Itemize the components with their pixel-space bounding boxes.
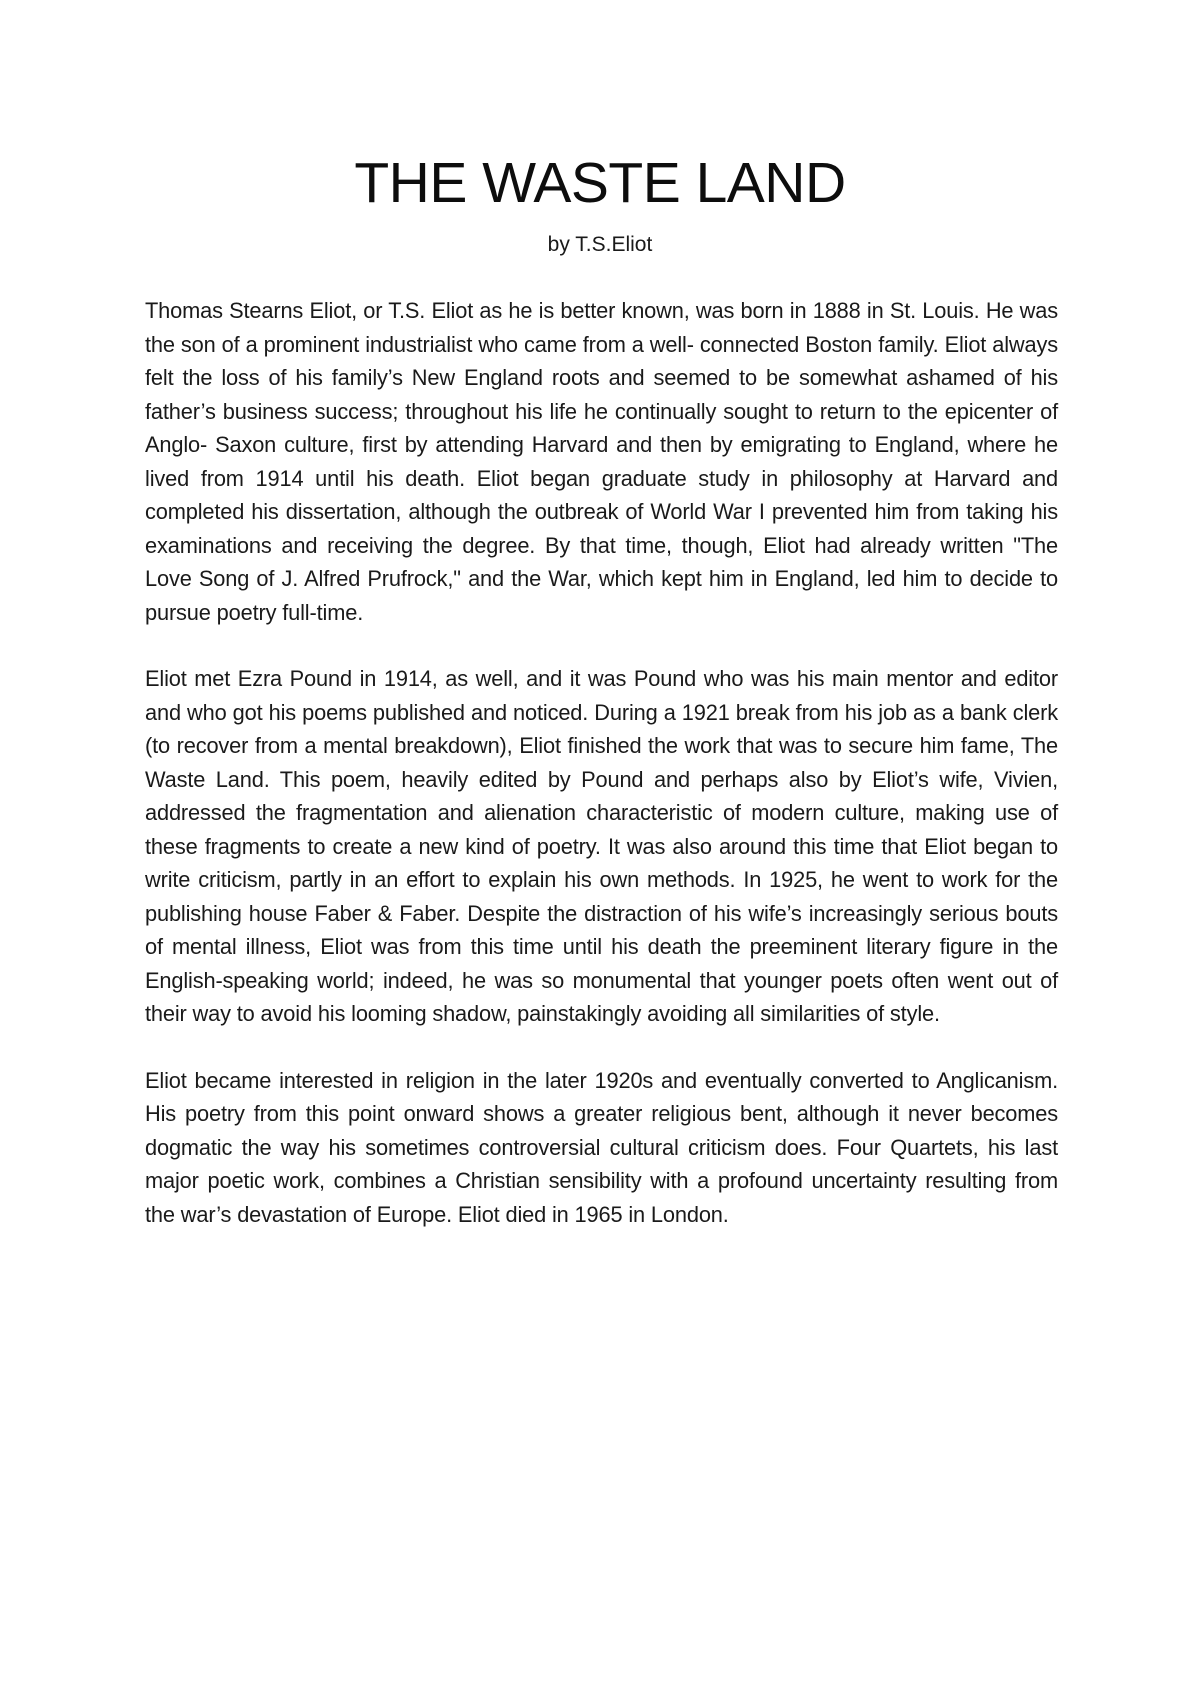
paragraph-biography: Thomas Stearns Eliot, or T.S. Eliot as he is better known, was born in 1888 in St. Louis. He was the son of a prominent industrialist who came from a well- connected Boston family. Eliot always felt the loss of his family’s New England roots and seemed to be somewhat ashamed of his father’s business success; throughout his life he continually sought to return to the epicenter of Anglo- Saxon culture, first by attending Harvard and then by emigrating to England, where he lived from 1914 until his death. Eliot began graduate study in philosophy at Harvard and completed his dissertation, although the outbreak of World War I prevented him from taking his examinations and receiving the degree. By that time, though, Eliot had already written "The Love Song of J. Alfred Prufrock," and the War, which kept him in England, led him to decide to pursue poetry full-time. (145, 298, 1058, 625)
paragraph-religion: Eliot became interested in religion in the later 1920s and eventually converted to Anglicanism. His poetry from this point onward shows a greater religious bent, although it never becomes dogmatic the way his sometimes controversial cultural criticism does. Four Quartets, his last major poetic work, combines a Christian sensibility with a profound uncertainty resulting from the war’s devastation of Europe. Eliot died in 1965 in London. (145, 1067, 1058, 1227)
paragraph-career: Eliot met Ezra Pound in 1914, as well, and it was Pound who was his main mentor and editor and who got his poems published and noticed. During a 1921 break from his job as a bank clerk (to recover from a mental breakdown), Eliot finished the work that was to secure him fame, The Waste Land. This poem, heavily edited by Pound and perhaps also by Eliot’s wife, Vivien, addressed the fragmentation and alienation characteristic of modern culture, making use of these fragments to create a new kind of poetry. It was also around this time that Eliot began to write criticism, partly in an effort to explain his own methods. In 1925, he went to work for the publishing house Faber & Faber. Despite the distraction of his wife’s increasingly serious bouts of mental illness, Eliot was from this time until his death the preeminent literary figure in the English-speaking world; indeed, he was so monumental that younger poets often went out of their way to avoid his looming shadow, painstakingly avoiding all similarities of style. (145, 666, 1058, 1026)
document-body (145, 294, 1058, 1264)
document-title: THE WASTE LAND (354, 151, 846, 215)
author-byline: by T.S.Eliot (547, 233, 653, 256)
